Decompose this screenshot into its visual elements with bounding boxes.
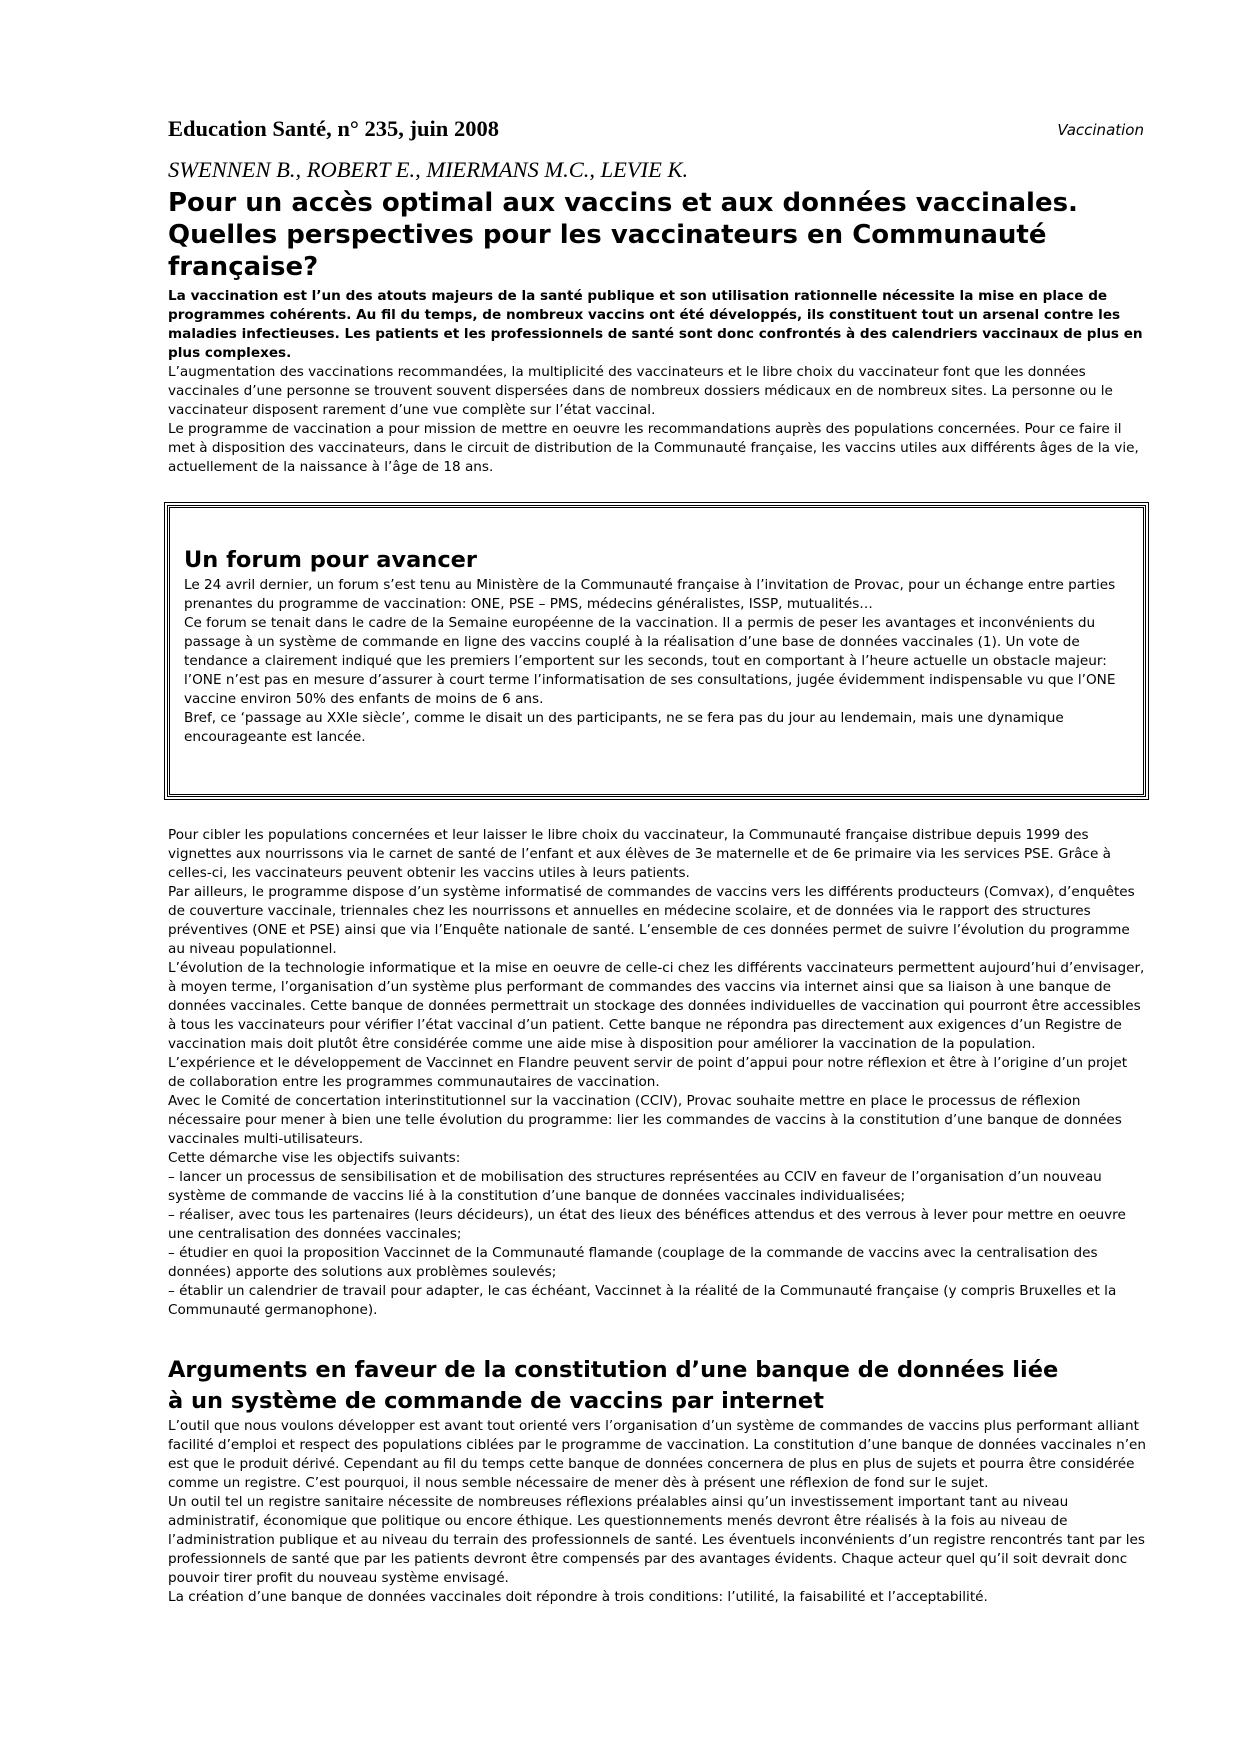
paragraph: Le 24 avril dernier, un forum s’est tenu au Ministère de la Communauté française à l’invitation de Provac, pour un échange entre parties prenantes du programme de vaccination: ONE, PSE – PMS, médecins généralistes, ISSP, mutualités… — [184, 577, 1116, 612]
paragraph: Par ailleurs, le programme dispose d’un système informatisé de commandes de vaccins vers les différents producteurs (Comvax), d’enquêtes de couverture vaccinale, triennales chez les nourrissons et annuelles en médecine scolaire, et de données via le rapport des structures préventives (ONE et PSE) ainsi que via l’Enquête nationale de santé. L’ensemble de ces données permet de suivre l’évolution du programme au niveau populationnel. — [168, 884, 1135, 957]
intro-text — [168, 363, 1148, 477]
journal-reference: Education Santé, n° 235, juin 2008 — [168, 116, 499, 141]
paragraph: Pour cibler les populations concernées et leur laisser le libre choix du vaccinateur, la Communauté française distribue depuis 1999 des vignettes aux nourrissons via le carnet de santé de l’enfant et aux élèves de 3e maternelle et de 6e primaire via les services PSE. Grâce à celles-ci, les vaccinateurs peuvent obtenir les vaccins utiles à leurs patients. — [168, 827, 1111, 881]
article-title — [168, 187, 1148, 283]
paragraph: La création d’une banque de données vaccinales doit répondre à trois conditions: l’utilité, la faisabilité et l’acceptabilité. — [168, 1589, 988, 1605]
paragraph: Bref, ce ‘passage au XXIe siècle’, comme le disait un des participants, ne se fera pas du jour au lendemain, mais une dynamique encourageante est lancée. — [184, 710, 1064, 745]
article-authors: SWENNEN B., ROBERT E., MIERMANS M.C., LEVIE K. — [168, 157, 689, 182]
list-item: – étudier en quoi la proposition Vaccinnet de la Communauté flamande (couplage de la commande de vaccins avec la centralisation des données) apporte des solutions aux problèmes soulevés; — [168, 1245, 1098, 1280]
paragraph: L’outil que nous voulons développer est avant tout orienté vers l’organisation d’un système de commandes de vaccins plus performant alliant facilité d’emploi et respect des populations ciblées par le programme de vaccination. La constitution d’une banque de données vaccinales n’en est que le produit dérivé. Cependant au fil du temps cette banque de données concernera de plus en plus de sujets et pourra être considérée comme un registre. C’est pourquoi, il nous semble nécessaire de mener dès à présent une réflexion de fond sur le sujet. — [168, 1418, 1147, 1491]
section-arguments — [168, 1355, 1148, 1607]
paragraph: Un outil tel un registre sanitaire nécessite de nombreuses réflexions préalables ainsi qu’un investissement important tant au niveau administratif, économique que politique ou encore éthique. Les questionnements menés devront être réalisés à la fois au niveau de l’administration publique et au niveau du terrain des professionnels de santé. Les éventuels inconvénients d’un registre rencontrés tant par les professionnels de santé que par les patients devront être compensés par des avantages évidents. Chaque acteur quel qu’il soit devrait donc pouvoir tirer profit du nouveau système envisagé. — [168, 1494, 1145, 1586]
section-tag: Vaccination — [1057, 121, 1144, 139]
main-body-text — [168, 826, 1148, 1320]
paragraph: Ce forum se tenait dans le cadre de la Semaine européenne de la vaccination. Il a permis de peser les avantages et inconvénients du passage à un système de commande en ligne des vaccins couplé à la réalisation d’une base de données vaccinales (1). Un vote de tendance a clairement indiqué que les premiers l’emportent sur les seconds, tout en comportant à l’heure actuelle un obstacle majeur: l’ONE n’est pas en mesure d’assurer à court terme l’informatisation de ses consultations, jugée évidemment indispensable vu que l’ONE vaccine environ 50% des enfants de moins de 6 ans. — [184, 615, 1116, 707]
paragraph: L’augmentation des vaccinations recommandées, la multiplicité des vaccinateurs et le libre choix du vaccinateur font que les données vaccinales d’une personne se trouvent souvent dispersées dans de nombreux dossiers médicaux en de nombreux sites. La personne ou le vaccinateur disposent rarement d’une vue complète sur l’état vaccinal. — [168, 364, 1113, 418]
paragraph: Cette démarche vise les objectifs suivants: — [168, 1150, 461, 1166]
forum-box-heading: Un forum pour avancer — [184, 547, 478, 573]
list-item: – réaliser, avec tous les partenaires (leurs décideurs), un état des lieux des bénéfices attendus et des verrous à lever pour mettre en oeuvre une centralisation des données vaccinales; — [168, 1207, 1126, 1242]
title-line: Pour un accès optimal aux vaccins et aux données vaccinales. — [168, 188, 1078, 218]
article-lead: La vaccination est l’un des atouts majeurs de la santé publique et son utilisation rationnelle nécessite la mise en place de programmes cohérents. Au fil du temps, de nombreux vaccins ont été développés, ils constituent tout un arsenal contre les maladies infectieuses. Les patients et les professionnels de santé sont donc confrontés à des calendriers vaccinaux de plus en plus complexes. — [168, 288, 1143, 361]
paragraph: Avec le Comité de concertation interinstitutionnel sur la vaccination (CCIV), Provac souhaite mettre en place le processus de réflexion nécessaire pour mener à bien une telle évolution du programme: lier les commandes de vaccins à la constitution d’une banque de données vaccinales multi-utilisateurs. — [168, 1093, 1122, 1147]
list-item: – lancer un processus de sensibilisation et de mobilisation des structures représentées au CCIV en faveur de l’organisation d’un nouveau système de commande de vaccins lié à la constitution d’une banque de données vaccinales individualisées; — [168, 1169, 1102, 1204]
title-line: française? — [168, 252, 319, 282]
paragraph: Le programme de vaccination a pour mission de mettre en oeuvre les recommandations auprès des populations concernées. Pour ce faire il met à disposition des vaccinateurs, dans le circuit de distribution de la Communauté française, les vaccins utiles aux différents âges de la vie, actuellement de la naissance à l’âge de 18 ans. — [168, 421, 1139, 475]
heading-line: Arguments en faveur de la constitution d’une banque de données liée — [168, 1357, 1059, 1383]
paragraph: L’évolution de la technologie informatique et la mise en oeuvre de celle-ci chez les différents vaccinateurs permettent aujourd’hui d’envisager, à moyen terme, l’organisation d’un système plus performant de commandes des vaccins via internet ainsi que sa liaison à une banque de données vaccinales. Cette banque de données permettrait un stockage des données individuelles de vaccination qui pourront être accessibles à tous les vaccinateurs pour vérifier l’état vaccinal d’un patient. Cette banque ne répondra pas directement aux exigences d’un Registre de vaccination mais doit plutôt être considérée comme une aide mise à disposition pour améliorer la vaccination de la population. — [168, 960, 1145, 1052]
paragraph: L’expérience et le développement de Vaccinnet en Flandre peuvent servir de point d’appui pour notre réflexion et être à l’origine d’un projet de collaboration entre les programmes communautaires de vaccination. — [168, 1055, 1128, 1090]
heading-line: à un système de commande de vaccins par internet — [168, 1388, 824, 1414]
list-item: – établir un calendrier de travail pour adapter, le cas échéant, Vaccinnet à la réalité de la Communauté française (y compris Bruxelles et la Communauté germanophone). — [168, 1283, 1117, 1318]
forum-box — [167, 505, 1146, 797]
forum-box-content — [184, 546, 1129, 747]
section-heading — [168, 1355, 1148, 1417]
title-line: Quelles perspectives pour les vaccinateurs en Communauté — [168, 220, 1047, 250]
